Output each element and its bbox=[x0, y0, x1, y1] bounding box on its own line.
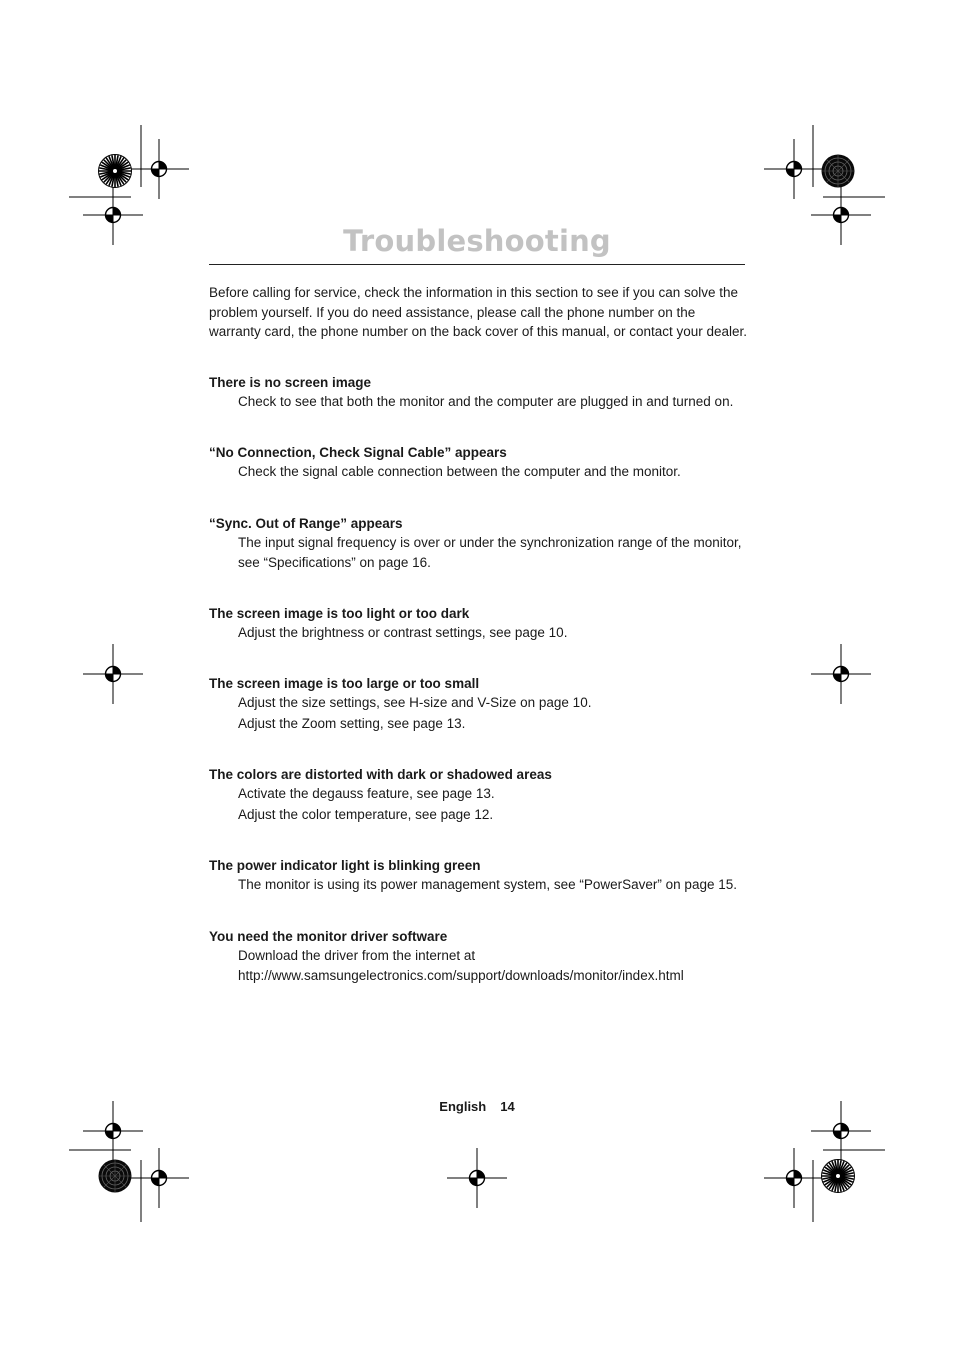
footer-language: English bbox=[439, 1099, 487, 1114]
entry-heading: You need the monitor driver software bbox=[209, 929, 448, 944]
entry-text: Check to see that both the monitor and the computer are plugged in and turned on. bbox=[238, 394, 734, 409]
entry-text: Download the driver from the internet at bbox=[238, 948, 476, 963]
troubleshoot-entry-driver bbox=[209, 927, 749, 985]
troubleshoot-entry-power-indicator bbox=[209, 856, 749, 895]
title-divider bbox=[209, 264, 745, 265]
entry-heading: There is no screen image bbox=[209, 375, 372, 390]
entry-text: Adjust the brightness or contrast settings, see page 10. bbox=[238, 625, 568, 640]
troubleshoot-entry-no-connection bbox=[209, 443, 749, 482]
entry-heading: The screen image is too large or too small bbox=[209, 676, 480, 691]
footer-page-number: 14 bbox=[500, 1099, 515, 1114]
entry-text: Adjust the size settings, see H-size and V-Size on page 10. bbox=[238, 695, 592, 710]
page-footer bbox=[0, 1099, 954, 1114]
troubleshoot-entry-brightness bbox=[209, 604, 749, 643]
entry-text: The input signal frequency is over or under the synchronization range of the monitor, see “Specifications” on page 16. bbox=[238, 535, 742, 570]
entry-heading: The power indicator light is blinking green bbox=[209, 858, 481, 873]
intro-paragraph: Before calling for service, check the information in this section to see if you can solve the problem yourself. If you do need assistance, please call the phone number on the warranty card, the phone number on the back cover of this manual, or contact your dealer. bbox=[209, 285, 748, 339]
entry-text: Activate the degauss feature, see page 13. bbox=[238, 786, 495, 801]
page-title: Troubleshooting bbox=[343, 224, 611, 258]
entry-heading: “No Connection, Check Signal Cable” appears bbox=[209, 445, 507, 460]
entry-heading: The screen image is too light or too dark bbox=[209, 606, 470, 621]
entry-text: The monitor is using its power management system, see “PowerSaver” on page 15. bbox=[238, 877, 737, 892]
troubleshoot-entry-no-image bbox=[209, 373, 749, 412]
entry-text: Adjust the color temperature, see page 12. bbox=[238, 807, 494, 822]
entry-heading: The colors are distorted with dark or shadowed areas bbox=[209, 767, 552, 782]
entry-text: Check the signal cable connection between the computer and the monitor. bbox=[238, 464, 681, 479]
troubleshoot-entry-sync-out-of-range bbox=[209, 514, 749, 572]
entry-heading: “Sync. Out of Range” appears bbox=[209, 516, 403, 531]
entry-text: Adjust the Zoom setting, see page 13. bbox=[238, 716, 466, 731]
troubleshoot-entry-colors bbox=[209, 765, 749, 825]
troubleshoot-entry-size bbox=[209, 674, 749, 734]
driver-download-url: http://www.samsungelectronics.com/support/downloads/monitor/index.html bbox=[238, 967, 684, 983]
